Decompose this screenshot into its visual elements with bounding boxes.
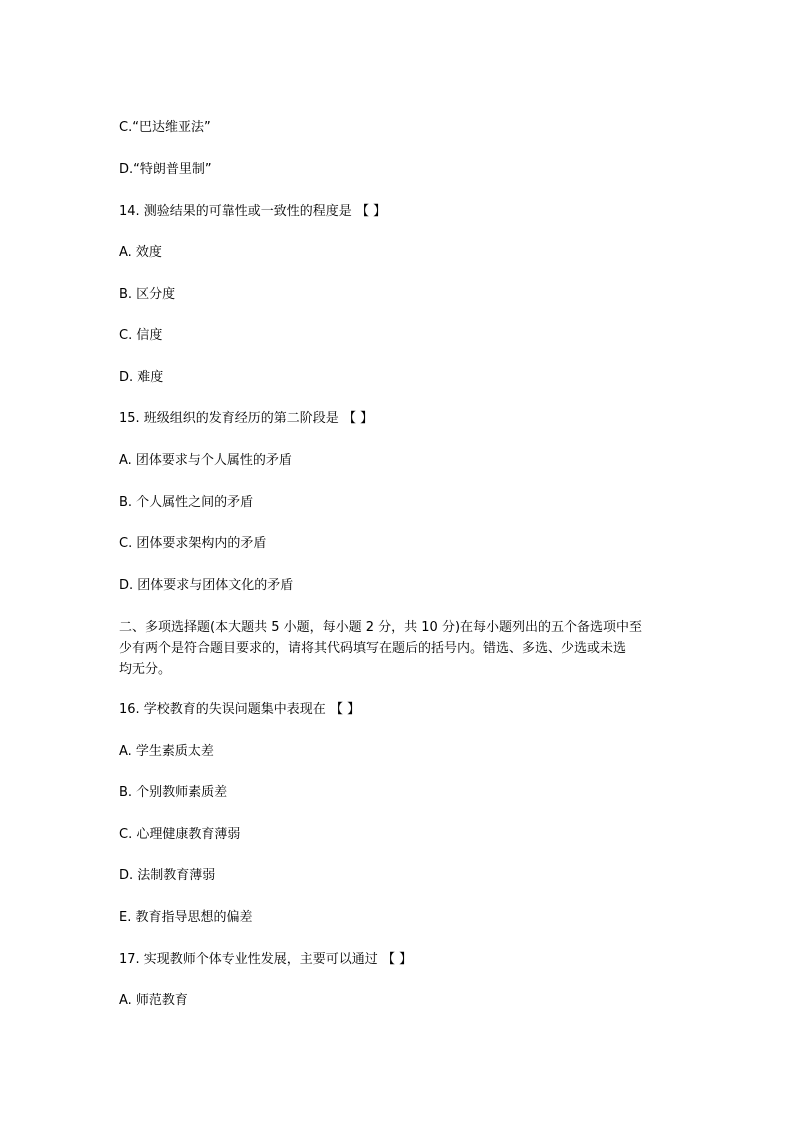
- section-instruction-line: 二、多项选择题(本大题共 5 小题，每小题 2 分，共 10 分)在每小题列出的五个备选项中至: [119, 620, 643, 635]
- option-14a: A. 效度: [119, 245, 162, 260]
- option-13c: C.“巴达维亚法”: [119, 120, 211, 135]
- question-14: 14. 测验结果的可靠性或一致性的程度是 【 】: [119, 204, 387, 219]
- question-15: 15. 班级组织的发育经历的第二阶段是 【 】: [119, 411, 374, 426]
- option-14d: D. 难度: [119, 370, 164, 385]
- option-14c: C. 信度: [119, 328, 163, 343]
- option-16e: E. 教育指导思想的偏差: [119, 910, 253, 925]
- option-16a: A. 学生素质太差: [119, 744, 214, 759]
- option-15b: B. 个人属性之间的矛盾: [119, 495, 254, 510]
- option-16c: C. 心理健康教育薄弱: [119, 827, 241, 842]
- section-instruction-line: 少有两个是符合题目要求的，请将其代码填写在题后的括号内。错选、多选、少选或未选: [119, 641, 627, 656]
- option-13d: D.“特朗普里制”: [119, 162, 212, 177]
- section-instruction-line: 均无分。: [119, 662, 172, 677]
- option-16b: B. 个别教师素质差: [119, 785, 228, 800]
- question-16: 16. 学校教育的失误问题集中表现在 【 】: [119, 702, 361, 717]
- option-15d: D. 团体要求与团体文化的矛盾: [119, 578, 294, 593]
- question-17: 17. 实现教师个体专业性发展，主要可以通过 【 】: [119, 952, 413, 967]
- option-17a: A. 师范教育: [119, 993, 188, 1008]
- option-16d: D. 法制教育薄弱: [119, 868, 216, 883]
- option-15c: C. 团体要求架构内的矛盾: [119, 536, 267, 551]
- option-15a: A. 团体要求与个人属性的矛盾: [119, 453, 292, 468]
- option-14b: B. 区分度: [119, 287, 176, 302]
- section-instruction: [119, 617, 679, 680]
